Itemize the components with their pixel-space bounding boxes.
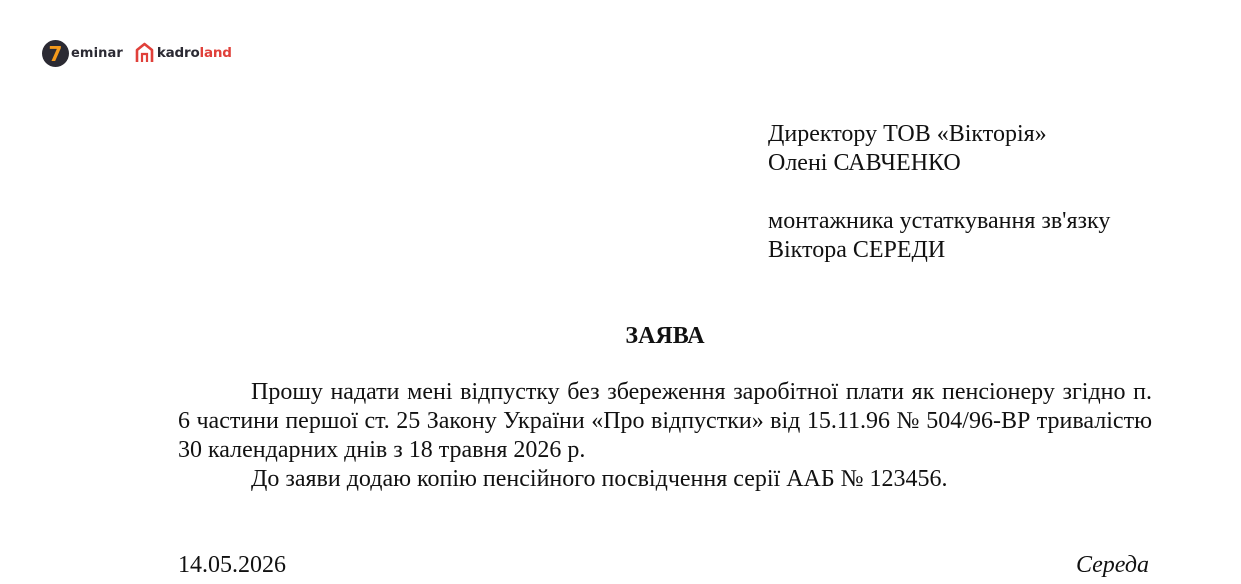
request-paragraph: Прошу надати мені відпустку без збереження заробітної плати як пенсіонеру згідно п. 6 частини першої ст. 25 Закону України «Про відпустки» від 15.11.96 № 504/96-ВР тривалістю 30 календарних днів з 18 травня 2026 р. (178, 379, 1152, 463)
attachment-paragraph: До заяви додаю копію пенсійного посвідчення серії ААБ № 123456. (251, 466, 948, 492)
applicant-name: Віктора СЕРЕДИ (768, 237, 946, 263)
document-body (178, 378, 1152, 494)
seminar-badge-digit: 7 (48, 41, 63, 66)
addressee-spacer (768, 178, 1110, 207)
seminar-logo-text: eminar (71, 45, 123, 61)
kadroland-house-icon (135, 42, 154, 64)
applicant-position: монтажника устаткування зв'язку (768, 208, 1111, 234)
document-date: 14.05.2026 (178, 552, 286, 578)
kadroland-logo (135, 42, 232, 64)
document-title: ЗАЯВА (625, 323, 705, 349)
addressee-block (768, 120, 1110, 265)
kadroland-logo-text: kadroland (156, 45, 232, 61)
addressee-director-name: Олені САВЧЕНКО (768, 150, 961, 176)
addressee-director-line: Директору ТОВ «Вікторія» (768, 121, 1047, 147)
header-logos (42, 38, 232, 68)
seminar-badge-icon (42, 40, 69, 67)
seminar-logo (42, 40, 123, 67)
signature: Середа (1075, 552, 1149, 578)
